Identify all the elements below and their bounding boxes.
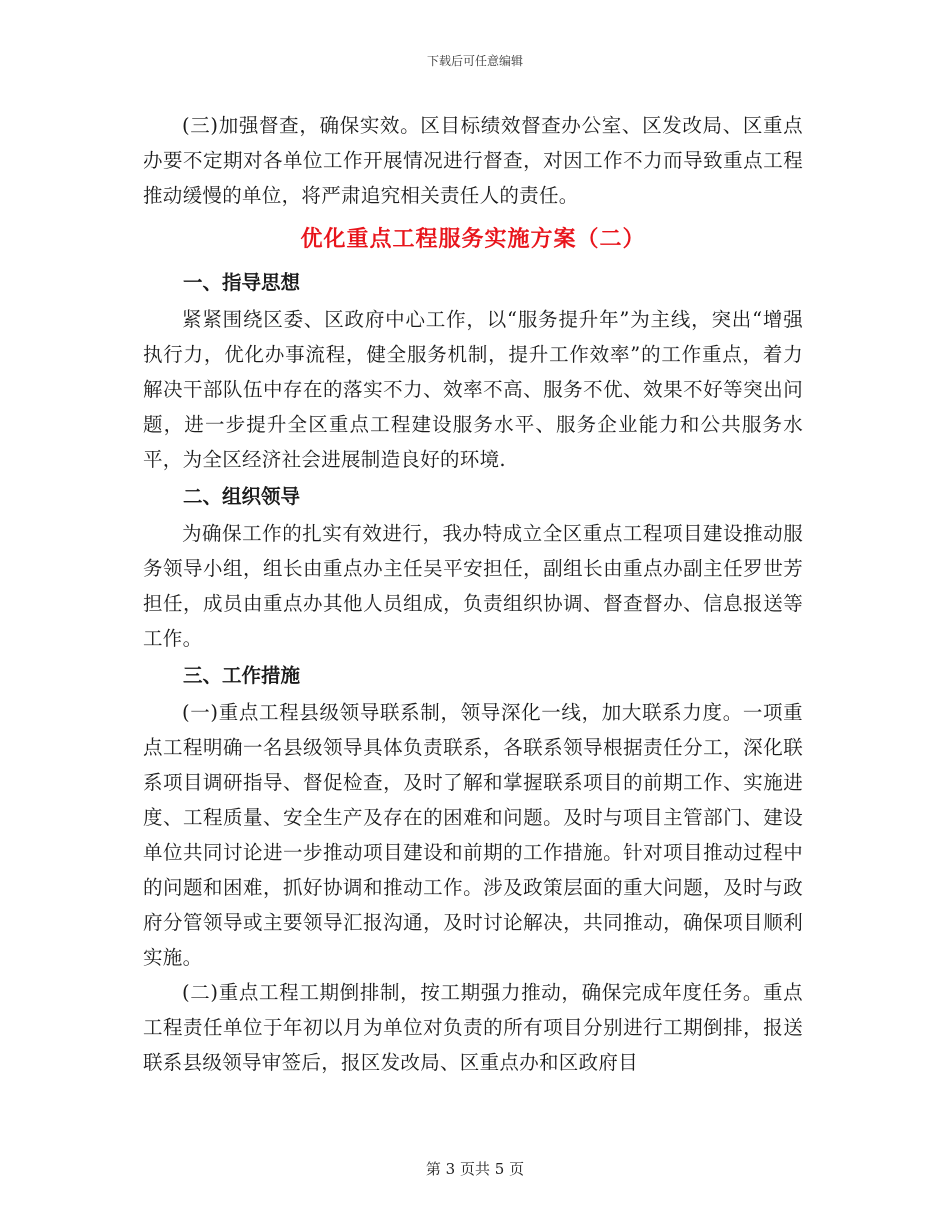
intro-paragraph: (三)加强督查，确保实效。区目标绩效督查办公室、区发改局、区重点办要不定期对各单位工作开展情况进行督查，对因工作不力而导致重点工程推动缓慢的单位，将严肃追究相关责任人的责任。	[143, 114, 803, 207]
page-number: 第 3 页共 5 页	[425, 1160, 525, 1178]
section-heading-work-measures: 三、工作措施	[183, 664, 301, 687]
section-paragraph: 为确保工作的扎实有效进行，我办特成立全区重点工程项目建设推动服务领导小组，组长由重点办主任吴平安担任，副组长由重点办副主任罗世芳担任，成员由重点办其他人员组成，负责组织协调、督查督办、信息报送等工作。	[143, 522, 803, 650]
document-title: 优化重点工程服务实施方案（二）	[300, 226, 646, 252]
section-heading-organization: 二、组织领导	[183, 485, 301, 508]
document-body	[143, 108, 803, 1080]
section-paragraph: (一)重点工程县级领导联系制，领导深化一线，加大联系力度。一项重点工程明确一名县级领导具体负责联系，各联系领导根据责任分工，深化联系项目调研指导、督促检查，及时了解和掌握联系项目的前期工作、实施进度、工程质量、安全生产及存在的困难和问题。及时与项目主管部门、建设单位共同讨论进一步推动项目建设和前期的工作措施。针对项目推动过程中的问题和困难，抓好协调和推动工作。涉及政策层面的重大问题，及时与政府分管领导或主要领导汇报沟通，及时讨论解决，共同推动，确保项目顺利实施。	[143, 701, 803, 969]
section-paragraph: 紧紧围绕区委、区政府中心工作，以“服务提升年”为主线，突出“增强执行力，优化办事流程，健全服务机制，提升工作效率”的工作重点，着力解决干部队伍中存在的落实不力、效率不高、服务不优、效果不好等突出问题，进一步提升全区重点工程建设服务水平、服务企业能力和公共服务水平，为全区经济社会进展制造良好的环境.	[143, 308, 803, 471]
section-paragraph: (二)重点工程工期倒排制，按工期强力推动，确保完成年度任务。重点工程责任单位于年初以月为单位对负责的所有项目分别进行工期倒排，报送联系县级领导审签后，报区发改局、区重点办和区政府目	[143, 981, 803, 1074]
page-header	[0, 52, 950, 69]
page-footer	[0, 1158, 950, 1179]
section-heading-guiding-ideology: 一、指导思想	[183, 271, 301, 294]
header-note: 下载后可任意编辑	[426, 54, 523, 68]
